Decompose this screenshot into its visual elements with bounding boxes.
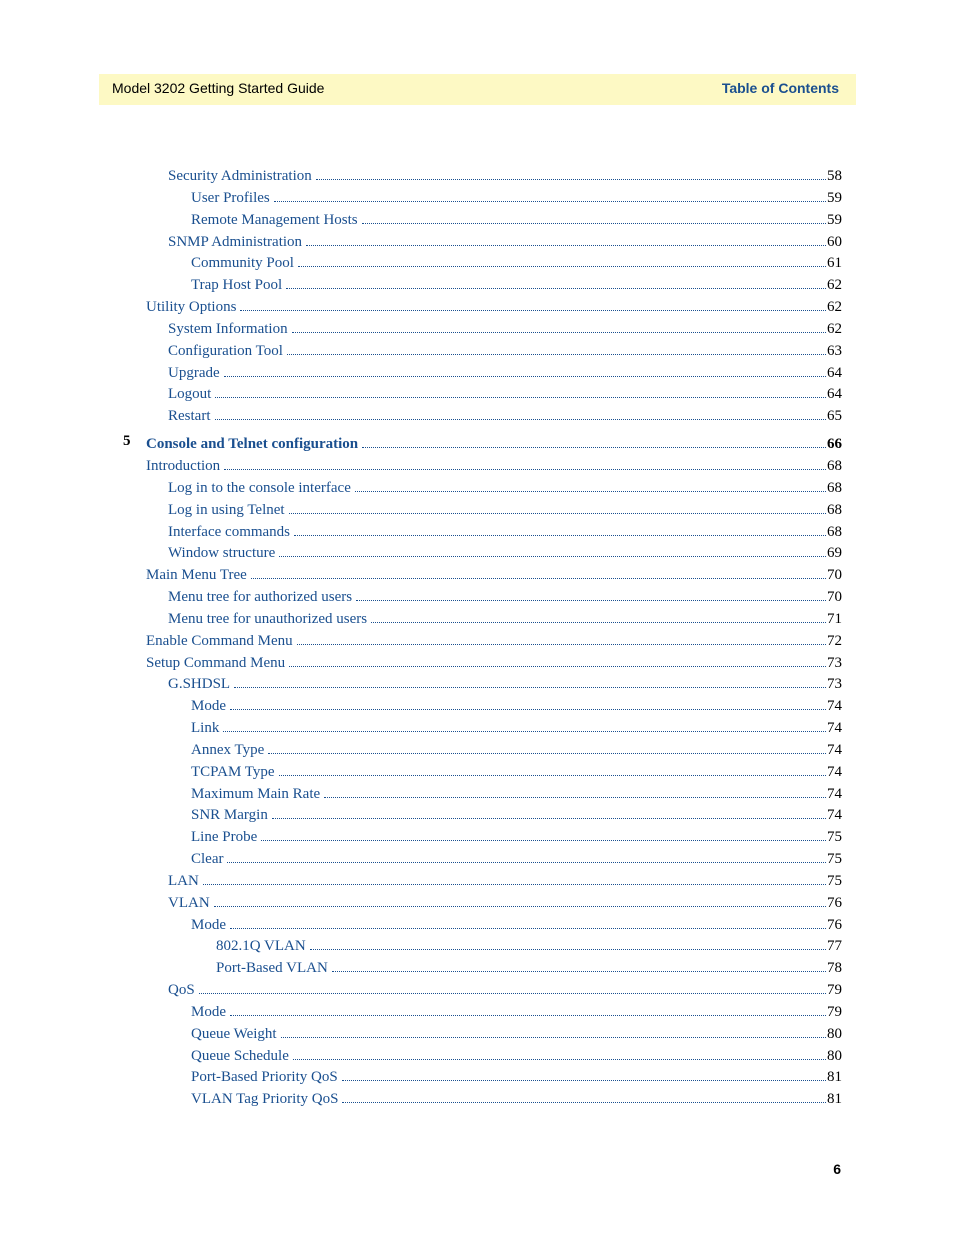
toc-entry-title: System Information <box>168 321 288 337</box>
toc-entry-page: 80 <box>827 1026 842 1042</box>
dot-leader <box>230 914 826 929</box>
toc-entry-page: 80 <box>827 1048 842 1064</box>
section-title: Table of Contents <box>721 80 839 96</box>
toc-entry-title: SNMP Administration <box>168 234 303 250</box>
dot-leader <box>230 1001 826 1016</box>
toc-entry-page: 72 <box>827 633 842 649</box>
toc-entry-page: 74 <box>827 786 842 802</box>
toc-entry[interactable] <box>168 892 842 910</box>
toc-entry-page: 71 <box>827 611 842 627</box>
dot-leader <box>356 586 826 601</box>
toc-entry-page: 74 <box>827 764 842 780</box>
dot-leader <box>230 695 826 710</box>
toc-entry[interactable] <box>191 761 842 779</box>
toc-entry-page: 63 <box>827 343 842 359</box>
toc-entry[interactable] <box>168 318 842 336</box>
toc-entry[interactable] <box>168 165 842 183</box>
toc-entry-page: 68 <box>827 502 842 518</box>
dot-leader <box>306 231 826 246</box>
toc-entry[interactable] <box>191 1066 842 1084</box>
dot-leader <box>281 1023 826 1038</box>
dot-leader <box>234 673 826 688</box>
dot-leader <box>298 252 826 267</box>
dot-leader <box>224 455 826 470</box>
toc-entry-page: 74 <box>827 742 842 758</box>
toc-entry-page: 65 <box>827 408 842 424</box>
toc-chapter[interactable] <box>146 433 842 451</box>
toc-entry-title: Console and Telnet configuration <box>146 436 359 452</box>
toc-entry[interactable] <box>168 673 842 691</box>
toc-entry[interactable] <box>191 804 842 822</box>
dot-leader <box>227 848 826 863</box>
toc-entry-title: Queue Weight <box>191 1026 277 1042</box>
dot-leader <box>199 979 826 994</box>
toc-entry-title: Security Administration <box>168 168 312 184</box>
dot-leader <box>324 783 826 798</box>
dot-leader <box>362 433 826 448</box>
toc-entry-title: G.SHDSL <box>168 676 231 692</box>
toc-entry[interactable] <box>191 187 842 205</box>
toc-entry-page: 58 <box>827 168 842 184</box>
toc-entry-page: 62 <box>827 277 842 293</box>
document-title: Model 3202 Getting Started Guide <box>112 80 325 96</box>
dot-leader <box>223 717 826 732</box>
toc-entry[interactable] <box>191 1088 842 1106</box>
toc-entry-title: User Profiles <box>191 190 270 206</box>
toc-entry-title: Main Menu Tree <box>146 567 247 583</box>
toc-entry[interactable] <box>168 383 842 401</box>
toc-entry[interactable] <box>168 231 842 249</box>
toc-entry[interactable] <box>168 608 842 626</box>
dot-leader <box>214 892 826 907</box>
dot-leader <box>224 362 826 377</box>
dot-leader <box>203 870 826 885</box>
dot-leader <box>294 521 826 536</box>
toc-entry[interactable] <box>191 209 842 227</box>
toc-entry[interactable] <box>168 477 842 495</box>
toc-entry[interactable] <box>191 826 842 844</box>
toc-entry-page: 74 <box>827 720 842 736</box>
toc-entry-page: 75 <box>827 829 842 845</box>
toc-entry-title: Introduction <box>146 458 221 474</box>
toc-entry-title: Remote Management Hosts <box>191 212 358 228</box>
dot-leader <box>274 187 826 202</box>
toc-entry-title: Logout <box>168 386 212 402</box>
toc-entry-page: 76 <box>827 917 842 933</box>
toc-entry-title: Mode <box>191 917 226 933</box>
toc-entry[interactable] <box>191 695 842 713</box>
toc-entry-title: QoS <box>168 982 195 998</box>
toc-entry-title: SNR Margin <box>191 807 268 823</box>
toc-entry[interactable] <box>146 630 842 648</box>
toc-entry-title: Mode <box>191 1004 226 1020</box>
chapter-number: 5 <box>123 433 131 449</box>
toc-entry[interactable] <box>191 252 842 270</box>
toc-entry[interactable] <box>191 848 842 866</box>
dot-leader <box>287 340 826 355</box>
toc-entry[interactable] <box>191 739 842 757</box>
dot-leader <box>310 935 826 950</box>
toc-entry-page: 79 <box>827 1004 842 1020</box>
toc-entry-title: Window structure <box>168 545 276 561</box>
toc-entry-title: Log in to the console interface <box>168 480 351 496</box>
toc-entry-title: Port-Based VLAN <box>216 960 328 976</box>
toc-entry-title: Trap Host Pool <box>191 277 283 293</box>
toc-entry-page: 59 <box>827 190 842 206</box>
dot-leader <box>355 477 826 492</box>
dot-leader <box>297 630 826 645</box>
toc-entry-page: 64 <box>827 386 842 402</box>
dot-leader <box>362 209 826 224</box>
toc-entry[interactable] <box>168 586 842 604</box>
toc-entry[interactable] <box>168 340 842 358</box>
dot-leader <box>215 405 827 420</box>
dot-leader <box>240 296 826 311</box>
dot-leader <box>292 318 826 333</box>
toc-entry[interactable] <box>191 914 842 932</box>
toc-entry-page: 77 <box>827 938 842 954</box>
toc-entry-title: Restart <box>168 408 211 424</box>
dot-leader <box>215 383 826 398</box>
toc-entry-title: Enable Command Menu <box>146 633 293 649</box>
toc-entry-title: Line Probe <box>191 829 258 845</box>
dot-leader <box>289 499 826 514</box>
toc-entry-page: 66 <box>827 436 842 452</box>
toc-entry-page: 61 <box>827 255 842 271</box>
toc-entry-title: VLAN <box>168 895 210 911</box>
toc-entry[interactable] <box>168 405 842 423</box>
toc-entry-page: 68 <box>827 524 842 540</box>
dot-leader <box>261 826 826 841</box>
dot-leader <box>279 761 826 776</box>
toc-entry-title: LAN <box>168 873 199 889</box>
dot-leader <box>342 1066 826 1081</box>
toc-entry-title: Mode <box>191 698 226 714</box>
dot-leader <box>286 274 826 289</box>
toc-entry[interactable] <box>168 362 842 380</box>
toc-entry-title: Annex Type <box>191 742 265 758</box>
dot-leader <box>289 652 826 667</box>
toc-entry[interactable] <box>191 274 842 292</box>
toc-entry[interactable] <box>146 455 842 473</box>
toc-entry-page: 73 <box>827 655 842 671</box>
toc-entry-page: 74 <box>827 698 842 714</box>
toc-entry-title: Clear <box>191 851 224 867</box>
toc-entry-page: 74 <box>827 807 842 823</box>
toc-entry-page: 64 <box>827 365 842 381</box>
toc-entry-title: TCPAM Type <box>191 764 275 780</box>
toc-entry-page: 62 <box>827 299 842 315</box>
toc-entry-title: Maximum Main Rate <box>191 786 321 802</box>
toc-entry-page: 68 <box>827 458 842 474</box>
toc-entry[interactable] <box>168 499 842 517</box>
page-number: 6 <box>833 1161 841 1177</box>
toc-entry-page: 75 <box>827 851 842 867</box>
toc-entry[interactable] <box>216 935 842 953</box>
dot-leader <box>371 608 826 623</box>
toc-entry[interactable] <box>168 542 842 560</box>
dot-leader <box>251 564 826 579</box>
dot-leader <box>272 804 826 819</box>
toc-entry[interactable] <box>191 1045 842 1063</box>
toc-entry-title: Upgrade <box>168 365 220 381</box>
dot-leader <box>268 739 826 754</box>
toc-entry-page: 62 <box>827 321 842 337</box>
toc-entry-page: 68 <box>827 480 842 496</box>
toc-entry-title: Configuration Tool <box>168 343 283 359</box>
toc-entry[interactable] <box>146 652 842 670</box>
toc-entry-page: 59 <box>827 212 842 228</box>
toc-entry-title: Setup Command Menu <box>146 655 286 671</box>
toc-entry[interactable] <box>191 717 842 735</box>
toc-entry-title: Interface commands <box>168 524 291 540</box>
toc-entry-title: 802.1Q VLAN <box>216 938 306 954</box>
toc-entry[interactable] <box>168 979 842 997</box>
toc-entry[interactable] <box>146 296 842 314</box>
toc-entry-title: Menu tree for authorized users <box>168 589 353 605</box>
toc-entry-title: Log in using Telnet <box>168 502 285 518</box>
toc-entry[interactable] <box>216 957 842 975</box>
toc-entry-page: 70 <box>827 589 842 605</box>
toc-entry-title: Utility Options <box>146 299 237 315</box>
toc-entry-title: VLAN Tag Priority QoS <box>191 1091 339 1107</box>
toc-entry-page: 76 <box>827 895 842 911</box>
toc-entry-title: Menu tree for unauthorized users <box>168 611 368 627</box>
toc-entry[interactable] <box>191 1001 842 1019</box>
toc-entry-title: Link <box>191 720 220 736</box>
dot-leader <box>293 1045 826 1060</box>
toc-entry-page: 75 <box>827 873 842 889</box>
toc-entry[interactable] <box>168 521 842 539</box>
dot-leader <box>332 957 826 972</box>
toc-entry-page: 78 <box>827 960 842 976</box>
toc-entry[interactable] <box>168 870 842 888</box>
dot-leader <box>316 165 826 180</box>
toc-entry-title: Port-Based Priority QoS <box>191 1069 338 1085</box>
toc-entry-page: 60 <box>827 234 842 250</box>
toc-entry-page: 81 <box>827 1091 842 1107</box>
toc-entry[interactable] <box>191 783 842 801</box>
toc-entry-page: 79 <box>827 982 842 998</box>
toc-entry[interactable] <box>191 1023 842 1041</box>
toc-entry-page: 81 <box>827 1069 842 1085</box>
dot-leader <box>279 542 826 557</box>
dot-leader <box>342 1088 826 1103</box>
toc-entry-page: 70 <box>827 567 842 583</box>
toc-entry-title: Queue Schedule <box>191 1048 289 1064</box>
toc-entry[interactable] <box>146 564 842 582</box>
toc-entry-title: Community Pool <box>191 255 294 271</box>
toc-entry-page: 69 <box>827 545 842 561</box>
toc-entry-page: 73 <box>827 676 842 692</box>
